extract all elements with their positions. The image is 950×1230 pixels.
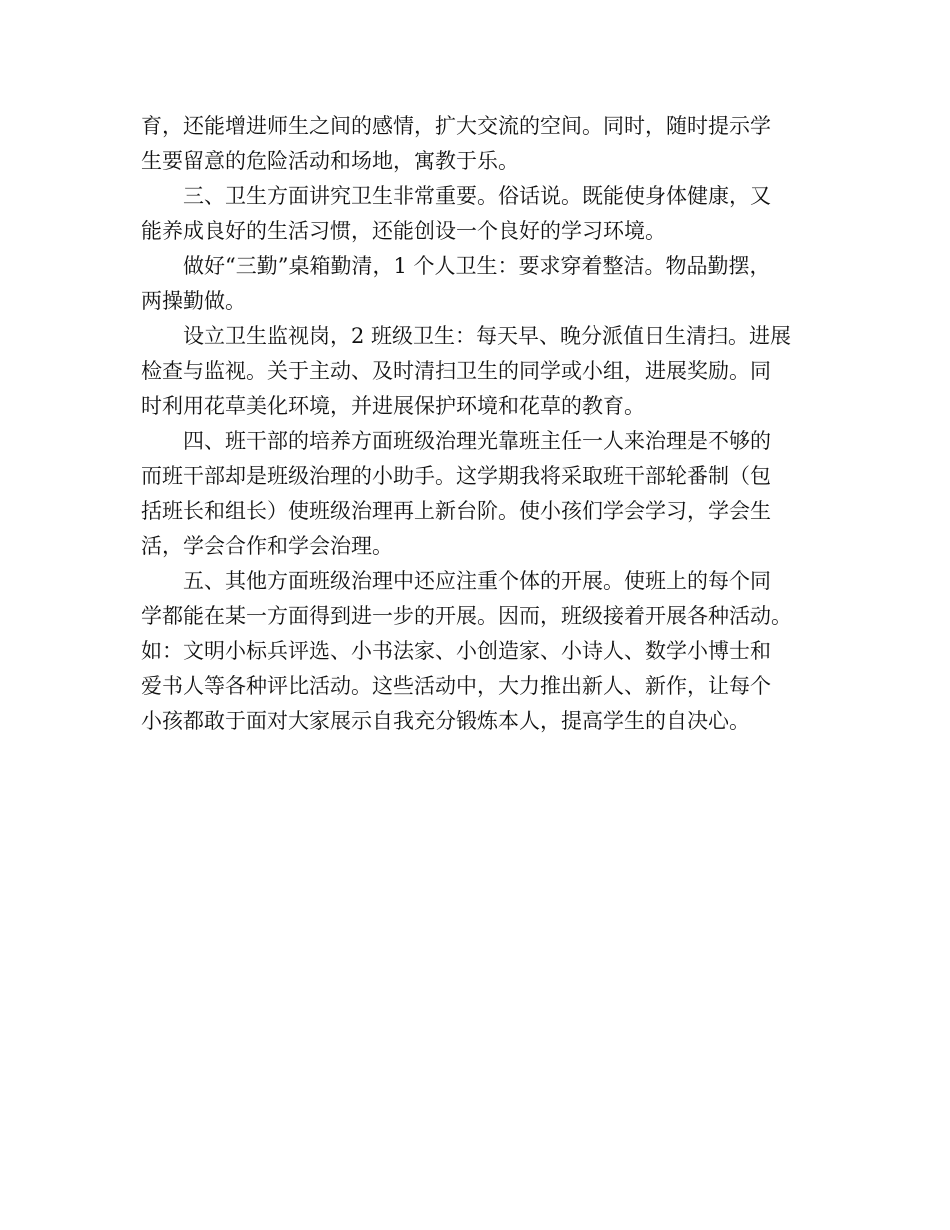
section-four-heading-line: 四、班干部的培养方面班级治理光靠班主任一人来治理是不够的 [183, 429, 771, 453]
text-line: 学都能在某一方面得到进一步的开展。因而，班级接着开展各种活动。 [141, 604, 792, 628]
text-line: 括班长和组长）使班级治理再上新台阶。使小孩们学会学习，学会生 [141, 499, 771, 523]
text-line: 检查与监视。关于主动、及时清扫卫生的同学或小组，进展奖励。同 [141, 359, 771, 383]
text-line: 生要留意的危险活动和场地，寓教于乐。 [141, 149, 519, 173]
text-line: 爱书人等各种评比活动。这些活动中，大力推出新人、新作，让每个 [141, 674, 771, 698]
text-line: 两操勤做。 [141, 289, 246, 313]
text-line: 如：文明小标兵评选、小书法家、小创造家、小诗人、数学小博士和 [141, 639, 771, 663]
section-three-heading-line: 三、卫生方面讲究卫生非常重要。俗话说。既能使身体健康，又 [183, 184, 771, 208]
text-line: 育，还能增进师生之间的感情，扩大交流的空间。同时，随时提示学 [141, 114, 771, 138]
document-body [141, 114, 831, 744]
text-line: 而班干部却是班级治理的小助手。这学期我将采取班干部轮番制（包 [141, 464, 771, 488]
paragraph-start-line: 设立卫生监视岗，2 班级卫生：每天早、晚分派值日生清扫。进展 [183, 324, 792, 348]
text-line: 时利用花草美化环境，并进展保护环境和花草的教育。 [141, 394, 645, 418]
text-line: 小孩都敢于面对大家展示自我充分锻炼本人，提高学生的自决心。 [141, 709, 750, 733]
text-line: 能养成良好的生活习惯，还能创设一个良好的学习环境。 [141, 219, 666, 243]
section-five-heading-line: 五、其他方面班级治理中还应注重个体的开展。使班上的每个同 [183, 569, 771, 593]
paragraph-start-line: 做好“三勤”桌箱勤清，1 个人卫生：要求穿着整洁。物品勤摆， [183, 254, 771, 278]
text-line: 活，学会合作和学会治理。 [141, 534, 393, 558]
